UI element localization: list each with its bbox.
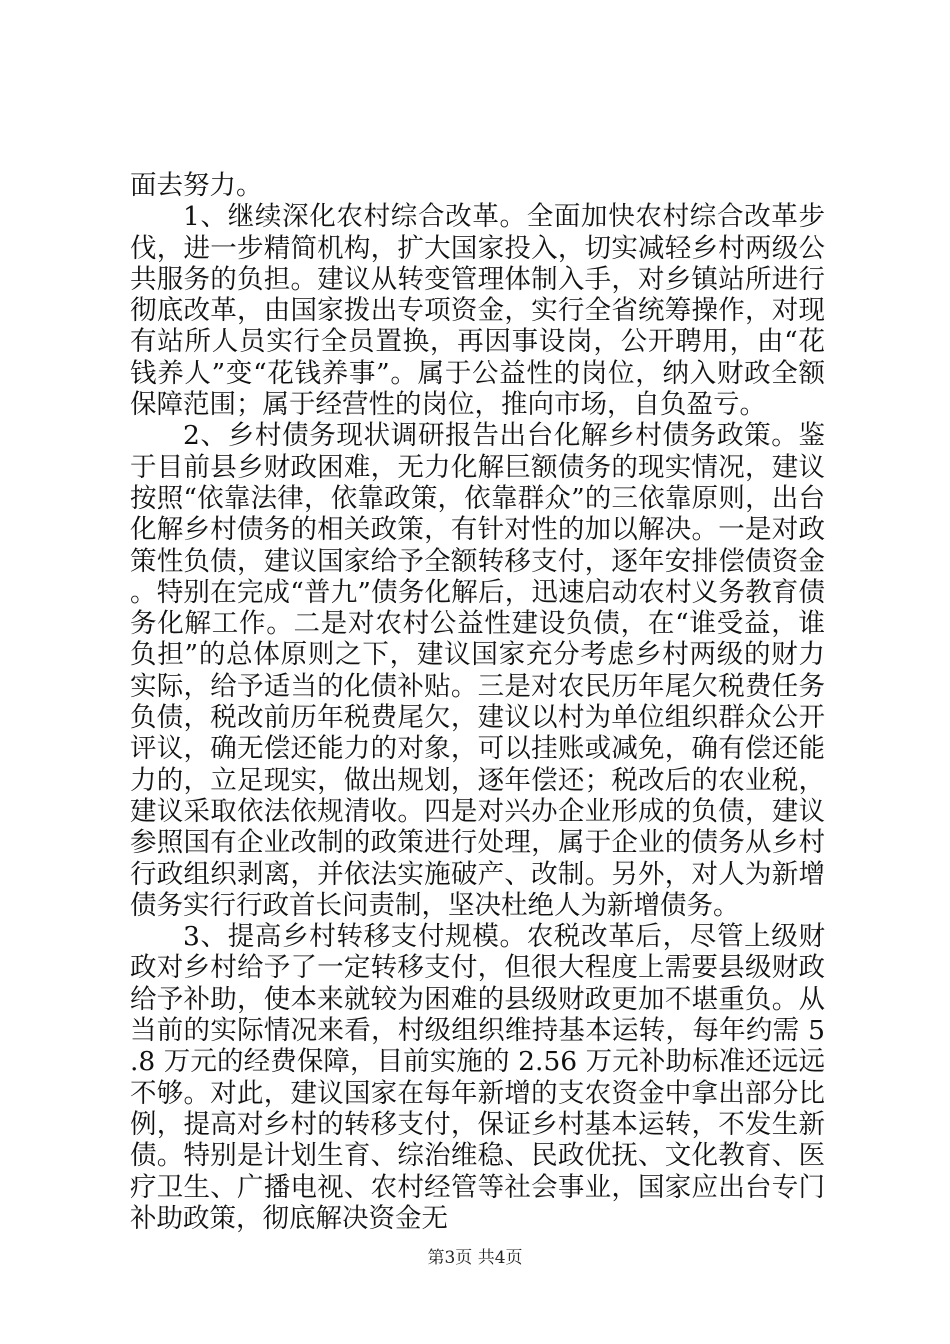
page-footer (0, 1243, 950, 1268)
paragraph-item-3: 3、提高乡村转移支付规模。农税改革后，尽管上级财政对乡村给予了一定转移支付，但很大程度上需要县级财政给予补助，使本来就较为困难的县级财政更加不堪重负。从当前的实际情况来看，村级组织维持基本运转，每年约需 5.8 万元的经费保障，目前实施的 2.56 万元补助标准还远远不够。对此，建议国家在每年新增的支农资金中拿出部分比例，提高对乡村的转移支付，保证乡村基本运转，不发生新债。特别是计划生育、综治维稳、民政优抚、文化教育、医疗卫生、广播电视、农村经管等社会事业，国家应出台专门补助政策，彻底解决资金无 (130, 921, 825, 1234)
document-body (130, 170, 825, 1234)
paragraph-continuation: 面去努力。 (130, 170, 263, 201)
page-number-label: 第3页 共4页 (427, 1248, 523, 1268)
paragraph-item-1: 1、继续深化农村综合改革。全面加快农村综合改革步伐，进一步精简机构，扩大国家投入，切实减轻乡村两级公共服务的负担。建议从转变管理体制入手，对乡镇站所进行彻底改革，由国家拨出专项资金，实行全省统筹操作，对现有站所人员实行全员置换，再因事设岗，公开聘用，由“花钱养人”变“花钱养事”。属于公益性的岗位，纳入财政全额保障范围；属于经营性的岗位，推向市场，自负盈亏。 (130, 201, 825, 421)
paragraph-item-2: 2、乡村债务现状调研报告出台化解乡村债务政策。鉴于目前县乡财政困难，无力化解巨额债务的现实情况，建议按照“依靠法律，依靠政策，依靠群众”的三依靠原则，出台化解乡村债务的相关政策，有针对性的加以解决。一是对政策性负债，建议国家给予全额转移支付，逐年安排偿债资金。特别在完成“普九”债务化解后，迅速启动农村义务教育债务化解工作。二是对农村公益性建设负债，在“谁受益，谁负担”的总体原则之下，建议国家充分考虑乡村两级的财力实际，给予适当的化债补贴。三是对农民历年尾欠税费任务负债，税改前历年税费尾欠，建议以村为单位组织群众公开评议，确无偿还能力的对象，可以挂账或减免，确有偿还能力的，立足现实，做出规划，逐年偿还；税改后的农业税，建议采取依法依规清收。四是对兴办企业形成的负债，建议参照国有企业改制的政策进行处理，属于企业的债务从乡村行政组织剥离，并依法实施破产、改制。另外，对人为新增债务实行行政首长问责制，坚决杜绝人为新增债务。 (130, 420, 825, 921)
